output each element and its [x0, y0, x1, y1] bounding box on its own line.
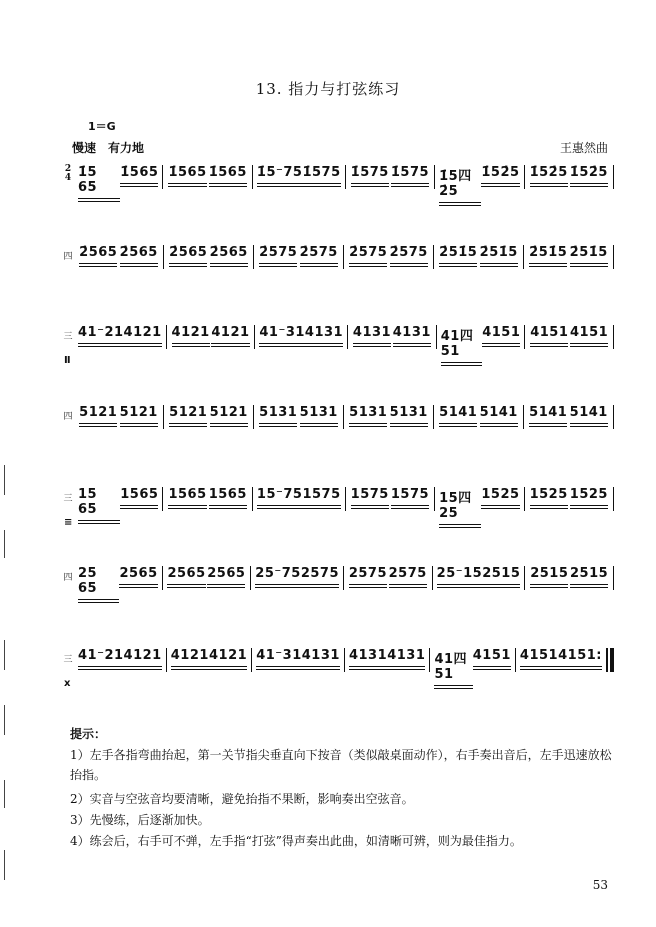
- note-group: 2565: [167, 566, 205, 587]
- barline: [613, 245, 614, 269]
- measure: [525, 566, 613, 592]
- note-group: 15⁻75: [257, 487, 303, 508]
- note-group: 41四51: [441, 325, 482, 365]
- key-signature: 1＝G: [88, 120, 116, 133]
- string-mark: 三: [63, 332, 73, 342]
- measure: [435, 487, 523, 521]
- measure: [434, 245, 523, 271]
- composer-credit: 王惠然曲: [559, 141, 608, 155]
- measure: [74, 325, 166, 351]
- measure: [254, 405, 343, 431]
- string-mark: 三: [63, 494, 73, 504]
- measure: [344, 566, 432, 592]
- note-group: 5141: [570, 405, 608, 426]
- note-group: 2̇575: [390, 245, 428, 266]
- note-group: 4151: [530, 325, 568, 346]
- note-group: 5131: [349, 405, 387, 426]
- measures: [74, 566, 614, 596]
- measure: [164, 405, 253, 431]
- note-group: 4131: [393, 325, 431, 346]
- note-group: 2̇575: [259, 245, 297, 266]
- measure: [253, 165, 345, 191]
- note-group: 1̇52̇5: [570, 165, 608, 186]
- measure: [437, 325, 525, 359]
- note-group: 5141: [480, 405, 518, 426]
- measure: [346, 165, 434, 191]
- measure: [525, 165, 613, 191]
- note-group: 4121: [211, 325, 249, 346]
- note-group: 2565: [119, 566, 157, 587]
- margin-mark: [4, 850, 5, 880]
- score-row: [62, 566, 614, 596]
- note-group: 4121: [124, 648, 162, 669]
- note-group: 4151: [520, 648, 558, 669]
- measure: [346, 487, 434, 513]
- note-group: 2̇575: [300, 245, 338, 266]
- note-group: 1̇575: [391, 165, 429, 186]
- measure: [525, 487, 613, 513]
- measure: [167, 325, 255, 351]
- note-group: 4151: [570, 325, 608, 346]
- note-group: 2̇565: [79, 245, 117, 266]
- measure: [254, 245, 343, 271]
- note-group: 25 65: [78, 566, 119, 602]
- note-group: 1̇5 65: [78, 165, 120, 201]
- note-group: 2̇51̇5: [480, 245, 518, 266]
- note-group: 4121: [124, 325, 162, 346]
- score-row: [62, 487, 614, 521]
- note-group: 1525: [530, 487, 568, 508]
- note-group: 5131: [259, 405, 297, 426]
- note-group: 4131: [302, 648, 340, 669]
- hints-heading: 提示：: [70, 727, 107, 741]
- note-group: 5131: [390, 405, 428, 426]
- measure: [348, 325, 436, 351]
- hint-4: 4）练会后，右手可不弹，左手指“打弦”得声奏出此曲，如清晰可辨，则为最佳指力。: [70, 834, 522, 848]
- note-group: 4131: [387, 648, 425, 669]
- margin-mark: [4, 530, 5, 558]
- note-group: 15四25: [439, 487, 481, 527]
- margin-mark: [4, 465, 5, 495]
- note-group: 1575: [391, 487, 429, 508]
- measures: [74, 325, 614, 359]
- measure: [74, 487, 162, 517]
- measure: [163, 566, 251, 592]
- measure: [253, 487, 345, 513]
- measure: [252, 648, 344, 674]
- measure: [524, 405, 613, 431]
- measure: [345, 648, 429, 674]
- tempo-marking: 慢速 有力地: [72, 141, 145, 155]
- note-group: 2̇565: [169, 245, 207, 266]
- note-group: 1̇5⁻75: [257, 165, 303, 186]
- string-mark: 四: [63, 412, 73, 422]
- note-group: 4131: [349, 648, 387, 669]
- note-group: 2̇575: [349, 245, 387, 266]
- row-annotation: Ⅱ: [64, 355, 71, 366]
- note-group: 25⁻75: [255, 566, 301, 587]
- note-group: 1565: [209, 487, 247, 508]
- score-row: [62, 164, 614, 199]
- note-group: 1575: [302, 487, 340, 508]
- measure: [434, 405, 523, 431]
- note-group: 1̇52̇5: [481, 165, 519, 186]
- note-group: 4151: [482, 325, 520, 346]
- note-group: 4151: [473, 648, 511, 669]
- note-group: 2565: [207, 566, 245, 587]
- note-group: 4121: [171, 648, 209, 669]
- note-group: 41⁻31: [259, 325, 305, 346]
- string-mark: 四: [63, 252, 73, 262]
- measure: [344, 405, 433, 431]
- barline: [613, 487, 614, 511]
- measure: [74, 165, 162, 195]
- row-annotation: ≡: [64, 517, 73, 528]
- note-group: 2̇565: [210, 245, 248, 266]
- note-group: 1525: [481, 487, 519, 508]
- note-group: 5141: [439, 405, 477, 426]
- measure: [430, 648, 514, 682]
- measure: [74, 566, 162, 596]
- note-group: 1525: [570, 487, 608, 508]
- time-signature-top: 2: [64, 164, 72, 174]
- measure: [435, 165, 523, 199]
- measure: [255, 325, 347, 351]
- margin-mark: [4, 640, 5, 670]
- note-group: 41⁻21: [78, 648, 124, 669]
- note-group: 5121: [79, 405, 117, 426]
- measure: [516, 648, 606, 674]
- page-number: 53: [592, 878, 608, 892]
- measure: [164, 245, 253, 271]
- note-group: 2575: [349, 566, 387, 587]
- note-group: 1565: [168, 487, 206, 508]
- note-group: 1̇565: [209, 165, 247, 186]
- measure: [74, 648, 166, 674]
- measure: [74, 245, 163, 271]
- note-group: 4151:: [558, 648, 602, 669]
- note-group: 2575: [301, 566, 339, 587]
- note-group: 2̇51̇5: [570, 245, 608, 266]
- measure: [433, 566, 525, 592]
- barline: [613, 325, 614, 349]
- measure: [163, 487, 251, 513]
- note-group: 5131: [300, 405, 338, 426]
- score-row: [62, 245, 614, 271]
- string-mark: 四: [63, 573, 73, 583]
- note-group: 2515: [530, 566, 568, 587]
- note-group: 2̇51̇5: [439, 245, 477, 266]
- measure: [163, 165, 251, 191]
- barline: [613, 566, 614, 590]
- measures: [74, 245, 614, 271]
- score-row: [62, 405, 614, 431]
- row-annotation: x: [64, 678, 71, 689]
- note-group: 2̇51̇5: [529, 245, 567, 266]
- note-group: 15 65: [78, 487, 120, 523]
- note-group: 5121: [210, 405, 248, 426]
- score-row: [62, 648, 614, 682]
- barline: [613, 405, 614, 429]
- measure: [525, 325, 613, 351]
- note-group: 5121: [120, 405, 158, 426]
- note-group: 41四51: [434, 648, 472, 688]
- barline: [606, 648, 614, 672]
- note-group: 4131: [305, 325, 343, 346]
- measure: [251, 566, 343, 592]
- note-group: 2515: [570, 566, 608, 587]
- note-group: 1̇5四2̇5: [439, 165, 481, 205]
- hint-3: 3）先慢练，后逐渐加快。: [70, 813, 210, 827]
- note-group: 25⁻15: [437, 566, 483, 587]
- time-signature: [62, 165, 74, 183]
- note-group: 4121: [172, 325, 210, 346]
- note-group: 4131: [353, 325, 391, 346]
- note-group: 41⁻31: [256, 648, 302, 669]
- measure: [524, 245, 613, 271]
- note-group: 41⁻21: [78, 325, 124, 346]
- measures: [74, 165, 614, 199]
- margin-mark: [4, 780, 5, 808]
- note-group: 1̇52̇5: [530, 165, 568, 186]
- measures: [74, 648, 614, 682]
- measures: [74, 487, 614, 521]
- measures: [74, 405, 614, 431]
- note-group: 2575: [389, 566, 427, 587]
- hint-2: 2）实音与空弦音均要清晰，避免抬指不果断，影响奏出空弦音。: [70, 792, 414, 806]
- measure: [344, 245, 433, 271]
- barline: [613, 165, 614, 189]
- note-group: 1̇575: [302, 165, 340, 186]
- measure: [74, 405, 163, 431]
- note-group: 5141: [529, 405, 567, 426]
- note-group: 2̇565: [120, 245, 158, 266]
- note-group: 1565: [120, 487, 158, 508]
- margin-mark: [4, 705, 5, 735]
- note-group: 1̇565: [168, 165, 206, 186]
- note-group: 1̇575: [351, 165, 389, 186]
- exercise-title: 13. 指力与打弦练习: [255, 80, 401, 98]
- measure: [167, 648, 251, 674]
- hint-1: 1）左手各指弯曲抬起，第一关节指尖垂直向下按音（类似敲桌面动作），右手奏出音后，左手迅速放松抬指。: [70, 748, 612, 782]
- time-signature-bottom: 4: [64, 173, 72, 183]
- note-group: 1̇565: [120, 165, 158, 186]
- note-group: 4121: [209, 648, 247, 669]
- note-group: 1575: [351, 487, 389, 508]
- note-group: 5121: [169, 405, 207, 426]
- string-mark: 三: [63, 655, 73, 665]
- note-group: 2515: [482, 566, 520, 587]
- score-row: [62, 325, 614, 359]
